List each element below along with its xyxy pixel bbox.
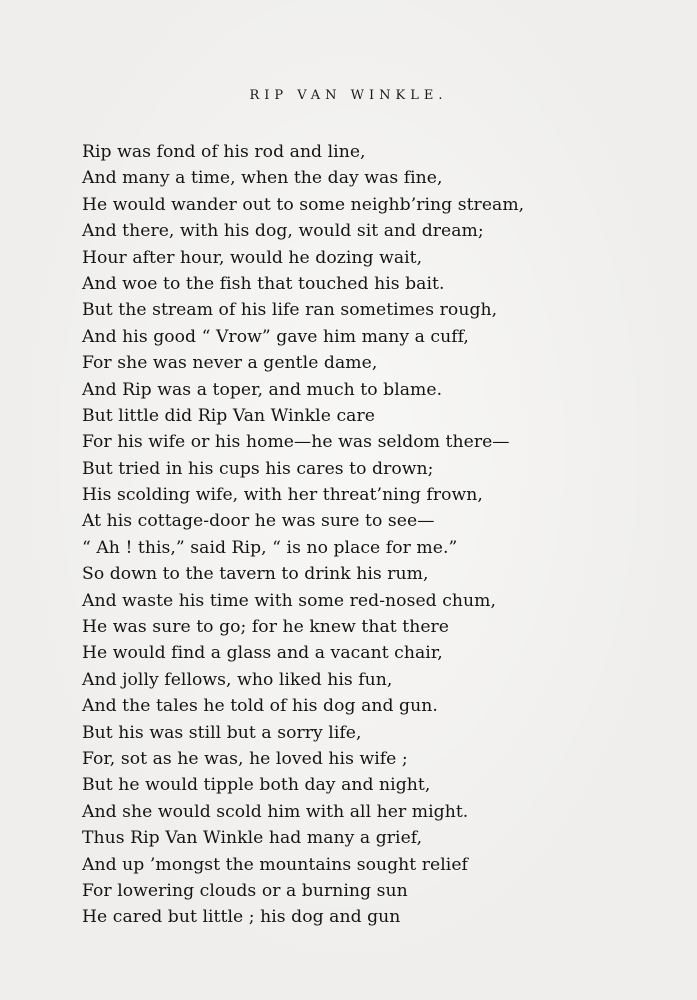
poem-line: And waste his time with some red-nosed chum, bbox=[82, 590, 497, 611]
poem-line: He would wander out to some neighb’ring stream, bbox=[82, 194, 525, 215]
poem-line: But the stream of his life ran sometimes rough, bbox=[82, 300, 498, 321]
poem-line: But his was still but a sorry life, bbox=[82, 722, 362, 743]
poem-line: Rip was fond of his rod and line, bbox=[82, 142, 366, 162]
poem-line: And many a time, when the day was fine, bbox=[82, 168, 443, 189]
poem-line: For she was never a gentle dame, bbox=[82, 353, 378, 374]
poem-line: He was sure to go; for he knew that there bbox=[82, 617, 450, 638]
poem-line: And there, with his dog, would sit and dream; bbox=[82, 221, 484, 242]
poem-line: His scolding wife, with her threat’ning frown, bbox=[82, 485, 483, 506]
poem-line: But little did Rip Van Winkle care bbox=[82, 405, 375, 426]
poem-line: “ Ah ! this,” said Rip, “ is no place for me.” bbox=[82, 537, 458, 558]
poem-line: For lowering clouds or a burning sun bbox=[82, 880, 408, 901]
poem-line: For, sot as he was, he loved his wife ; bbox=[82, 748, 408, 769]
poem-line: Hour after hour, would he dozing wait, bbox=[82, 247, 423, 268]
poem-line: And woe to the fish that touched his bait. bbox=[82, 273, 445, 294]
poem-line: And she would scold him with all her might. bbox=[82, 801, 469, 822]
poem-line: And his good “ Vrow” gave him many a cuff, bbox=[82, 326, 469, 347]
poem-line: And jolly fellows, who liked his fun, bbox=[82, 669, 393, 690]
poem-line: At his cottage-door he was sure to see— bbox=[82, 511, 435, 532]
poem-line: So down to the tavern to drink his rum, bbox=[82, 564, 429, 585]
poem-line: Thus Rip Van Winkle had many a grief, bbox=[82, 828, 423, 849]
poem-line: But he would tipple both day and night, bbox=[82, 775, 431, 796]
running-head: RIP VAN WINKLE. bbox=[249, 88, 448, 103]
poem-line: For his wife or his home—he was seldom there— bbox=[82, 432, 510, 453]
poem-line: And Rip was a toper, and much to blame. bbox=[82, 379, 443, 400]
poem-line: He would find a glass and a vacant chair, bbox=[82, 643, 443, 664]
poem-text bbox=[82, 139, 682, 931]
poem-line: And up ’mongst the mountains sought relief bbox=[82, 854, 468, 875]
poem-line: He cared but little ; his dog and gun bbox=[82, 907, 401, 928]
poem-line: But tried in his cups his cares to drown; bbox=[82, 458, 434, 479]
poem-line: And the tales he told of his dog and gun. bbox=[82, 696, 438, 717]
